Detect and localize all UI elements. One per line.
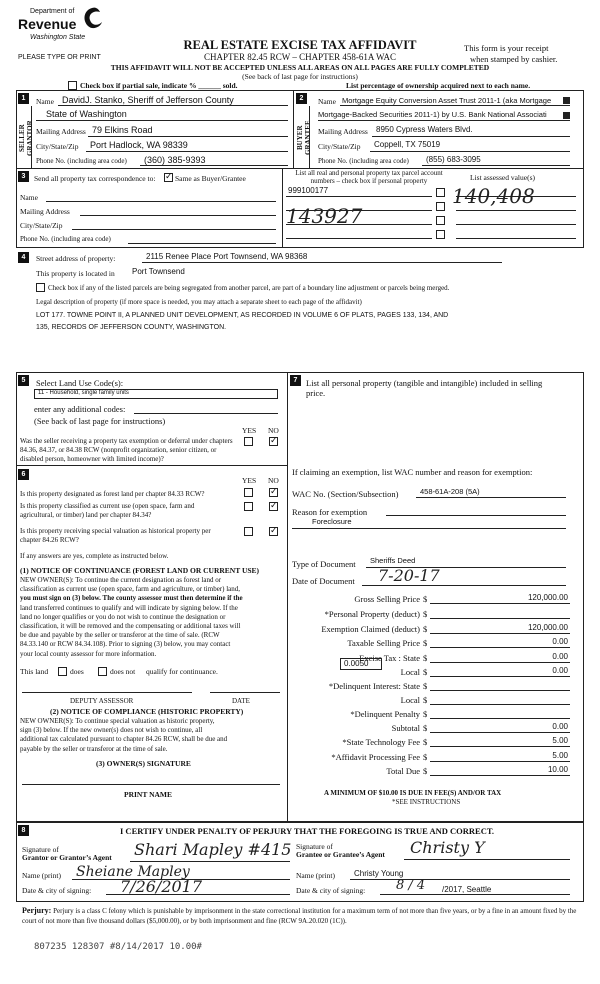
s5-yes-checkbox[interactable] — [244, 437, 253, 446]
receipt-line1: This form is your receipt — [464, 43, 549, 53]
notice1-line: land no longer qualifies or you do not wish to continue the designation or — [20, 612, 226, 621]
grantor-sig-label-1: Signature of — [22, 845, 59, 854]
s5-exemption-question: Was the seller receiving a property tax exemption or deferral under chapters 84.36, 84.37, or 84.38 RCW (nonprofit organization, senior citizen, or disabled person, homeowner with limited income)? — [20, 437, 233, 463]
tax-row-label: *Personal Property (deduct) — [324, 609, 420, 619]
located-label: This property is located in — [36, 269, 115, 278]
logo-line1: Department of — [30, 8, 75, 15]
notice1-line: your local county assessor for more information. — [20, 649, 157, 658]
seller-city-label: City/State/Zip — [36, 142, 79, 151]
section-1-number: 1 — [18, 93, 29, 104]
tax-row-dollar: $ — [423, 766, 428, 776]
notice2-body — [20, 717, 286, 754]
tax-row-value[interactable]: 5.00 — [552, 736, 568, 745]
does-label: does — [70, 667, 84, 676]
seller-city: Port Hadlock, WA 98339 — [90, 140, 188, 150]
notice1-line: you must sign on (3) below. The county assessor must then determine if the — [20, 594, 243, 603]
personal-property-line: price. — [306, 388, 326, 398]
doc-date-value: 7-20-17 — [378, 566, 440, 585]
partial-sale-checkbox[interactable] — [68, 81, 77, 90]
tax-row-dollar: $ — [423, 594, 428, 604]
grantee-sig-label-2: Grantee or Grantee’s Agent — [296, 850, 385, 859]
parcel-number-1: 999100177 — [288, 186, 329, 195]
tax-row-label: Total Due — [386, 766, 420, 776]
owner-signature-label: (3) OWNER(S) SIGNATURE — [96, 759, 191, 768]
seller-name-label: Name — [36, 97, 54, 106]
s3-phone-label: Phone No. (including area code) — [20, 235, 111, 243]
tax-row-label: *Delinquent Penalty — [350, 709, 420, 719]
buyer-name-label: Name — [318, 97, 336, 106]
tax-row-label: Local — [400, 667, 420, 677]
tax-row-label: *Delinquent Interest: State — [328, 681, 420, 691]
tax-row-dollar: $ — [423, 695, 428, 705]
does-checkbox[interactable] — [58, 667, 67, 676]
tax-row-label: *State Technology Fee — [342, 737, 420, 747]
grantee-date: 8 / 4 — [396, 878, 426, 893]
grantee-name-print: Christy Young — [354, 869, 404, 878]
wac-value: 458-61A-208 (5A) — [420, 487, 480, 496]
grantee-date-rest: /2017, Seattle — [442, 885, 492, 894]
warning-text: THIS AFFIDAVIT WILL NOT BE ACCEPTED UNLESS ALL AREAS ON ALL PAGES ARE FULLY COMPLETED — [110, 63, 490, 72]
page-subtitle: CHAPTER 82.45 RCW – CHAPTER 458-61A WAC — [204, 52, 396, 62]
tax-row-dollar: $ — [423, 653, 428, 663]
notice1-body — [20, 576, 286, 659]
parcel-handwritten: 143927 — [286, 204, 363, 228]
buyer-phone: (855) 683-3095 — [426, 155, 481, 164]
seller-phone: (360) 385-9393 — [144, 155, 206, 165]
tax-row-dollar: $ — [423, 752, 428, 762]
tax-row-dollar: $ — [423, 624, 428, 634]
minimum-due-note: A MINIMUM OF $10.00 IS DUE IN FEE(S) AND/OR TAX — [324, 789, 502, 797]
tax-row-dollar: $ — [423, 737, 428, 747]
segregated-checkbox[interactable] — [36, 283, 45, 292]
section-2-number: 2 — [296, 93, 307, 104]
scroll-marker-icon — [563, 112, 570, 119]
tax-row-label: Gross Selling Price — [354, 594, 420, 604]
tax-row-label: *Affidavit Processing Fee — [331, 752, 420, 762]
does-not-label: does not — [110, 667, 136, 676]
s6-q3-no-checkbox[interactable]: ✓ — [270, 526, 278, 536]
s6-if-yes: If any answers are yes, complete as instructed below. — [20, 552, 169, 560]
ownership-percentage-note: List percentage of ownership acquired next to each name. — [346, 81, 531, 90]
tax-row-dollar: $ — [423, 709, 428, 719]
local-rate: 0.0050 — [344, 659, 369, 668]
buyer-city-label: City/State/Zip — [318, 142, 361, 151]
tax-row-value[interactable]: 0.00 — [552, 722, 568, 731]
exemption-claim-label: If claiming an exemption, list WAC number and reason for exemption: — [292, 467, 533, 477]
seller-mailing-label: Mailing Address — [36, 127, 86, 136]
tax-row-dollar: $ — [423, 681, 428, 691]
doc-date-label: Date of Document — [292, 576, 355, 586]
doc-type-label: Type of Document — [292, 559, 356, 569]
certify-statement: I CERTIFY UNDER PENALTY OF PERJURY THAT THE FOREGOING IS TRUE AND CORRECT. — [120, 826, 495, 836]
seller-mailing: 79 Elkins Road — [92, 125, 153, 135]
perjury-notice — [22, 906, 582, 926]
legal-line2: 135, RECORDS OF JEFFERSON COUNTY, WASHINGTON. — [36, 324, 227, 331]
reason-label: Reason for exemption — [292, 507, 368, 517]
same-as-buyer-label: Same as Buyer/Grantee — [175, 174, 246, 183]
qualify-label: qualify for continuance. — [146, 667, 218, 676]
section-5-number: 5 — [18, 375, 29, 386]
grantor-name-label: Name (print) — [22, 871, 61, 880]
tax-row-value[interactable]: 0.00 — [552, 652, 568, 661]
tax-row-label: Taxable Selling Price — [347, 638, 420, 648]
parcel-header: List all real and personal property tax parcel account numbers – check box if personal property — [295, 169, 443, 185]
buyer-side-label: BUYER GRANTEE — [296, 120, 312, 156]
this-land-label: This land — [20, 667, 49, 676]
seller-side-label: SELLER GRANTOR — [18, 120, 34, 156]
personal-property-checkbox-3[interactable] — [436, 216, 445, 225]
s6-q1-no-checkbox[interactable]: ✓ — [270, 487, 278, 497]
wac-label: WAC No. (Section/Subsection) — [292, 489, 399, 499]
s6-no-header: NO — [268, 476, 279, 485]
personal-property-checkbox-1[interactable] — [436, 188, 445, 197]
s6-current-use-question: Is this property classified as current use (open space, farm and agricultural, or timber) land per chapter 84.34? — [20, 502, 195, 519]
grantor-date: 7/26/2017 — [120, 877, 203, 896]
deputy-assessor-label: DEPUTY ASSESSOR — [70, 697, 134, 705]
s3-name-label: Name — [20, 193, 38, 202]
seller-name: DavidJ. Stanko, Sheriff of Jefferson County — [62, 95, 234, 105]
buyer-city: Coppell, TX 75019 — [374, 140, 441, 149]
see-back-note: (See back of last page for instructions) — [242, 72, 358, 81]
personal-property-line: List all personal property (tangible and intangible) included in selling — [306, 378, 543, 388]
notice2-line: sign (3) below. If the new owner(s) does not wish to continue, all — [20, 726, 203, 735]
seller-phone-label: Phone No. (including area code) — [36, 157, 127, 165]
see-instructions-note: *SEE INSTRUCTIONS — [392, 798, 461, 806]
please-type: PLEASE TYPE OR PRINT — [18, 54, 101, 61]
buyer-mailing-label: Mailing Address — [318, 127, 368, 136]
tax-row-dollar: $ — [423, 723, 428, 733]
notice1-line: classification, it will be removed and the compensating or additional taxes will — [20, 622, 241, 631]
legal-line1: LOT 177. TOWNE POINT II, A PLANNED UNIT DEVELOPMENT, AS RECORDED IN VOLUME 6 OF PLATS, PAGES 133, 134, AND — [36, 312, 449, 319]
tax-row-label: Subtotal — [391, 723, 420, 733]
notice1-title: (1) NOTICE OF CONTINUANCE (FOREST LAND OR CURRENT USE) — [20, 566, 260, 575]
print-name-label: PRINT NAME — [124, 790, 172, 799]
section-6-number: 6 — [18, 469, 29, 480]
assessed-handwritten: 140,408 — [452, 184, 535, 208]
s6-q2-yes-checkbox[interactable] — [244, 502, 253, 511]
notice1-line: be due and payable by the seller or transferor at the time of sale. (RCW — [20, 631, 220, 640]
notice2-line: payable by the seller or transferor at the time of sale. — [20, 744, 168, 753]
logo-line2: Revenue — [18, 16, 77, 32]
additional-codes-label: enter any additional codes: — [34, 404, 126, 414]
buyer-name: Mortgage Equity Conversion Asset Trust 2011-1 (aka Mortgage — [342, 96, 552, 105]
does-not-checkbox[interactable] — [98, 667, 107, 676]
s6-forest-question: Is this property designated as forest land per chapter 84.33 RCW? — [20, 490, 205, 498]
grantee-name-label: Name (print) — [296, 871, 335, 880]
s3-city-label: City/State/Zip — [20, 221, 63, 230]
s3-mailing-label: Mailing Address — [20, 207, 70, 216]
reason-value: Foreclosure — [312, 517, 352, 526]
s5-no-header: NO — [268, 426, 279, 435]
personal-property-checkbox-2[interactable] — [436, 202, 445, 211]
tax-row-label: Excise Tax : State — [359, 653, 420, 663]
notice2-line: NEW OWNER(S): To continue special valuation as historic property, — [20, 717, 215, 725]
tax-row-value[interactable]: 120,000.00 — [527, 623, 568, 632]
s5-see-back: (See back of last page for instructions) — [34, 416, 166, 426]
grantor-signature: Shari Mapley #415 — [134, 840, 292, 859]
same-as-buyer-checkbox[interactable]: ✓ — [165, 172, 173, 182]
street-label: Street address of property: — [36, 254, 116, 263]
s5-yes-header: YES — [242, 426, 257, 435]
grantee-date-label: Date & city of signing: — [296, 886, 366, 895]
revenue-logo — [18, 6, 104, 46]
assessed-header: List assessed value(s) — [470, 173, 535, 182]
seller-name2: State of Washington — [46, 109, 127, 119]
s5-no-checkbox[interactable]: ✓ — [270, 436, 278, 446]
located-value: Port Townsend — [132, 267, 185, 276]
doc-type-value: Sheriffs Deed — [370, 556, 416, 565]
land-use-label: Select Land Use Code(s): — [36, 378, 124, 388]
buyer-mailing: 8950 Cypress Waters Blvd. — [376, 125, 473, 134]
buyer-name2: Mortgage-Backed Securities 2011-1) by U.S. Bank National Associati — [318, 110, 547, 119]
legal-label: Legal description of property (if more space is needed, you may attach a separate sheet to each page of the affidavit) — [36, 298, 362, 306]
correspondence-label: Send all property tax correspondence to: — [34, 174, 156, 183]
tax-row-value[interactable]: 120,000.00 — [527, 593, 568, 602]
section-8-number: 8 — [18, 825, 29, 836]
s6-historic-question: Is this property receiving special valuation as historical property per chapter 84.26 RCW? — [20, 527, 211, 544]
grantee-signature: Christy Y — [410, 838, 485, 857]
tax-row-dollar: $ — [423, 638, 428, 648]
scroll-marker-icon — [563, 97, 570, 104]
section-7-number: 7 — [290, 375, 301, 386]
grantor-name-print: Sheiane Mapley — [76, 864, 190, 880]
s6-q3-yes-checkbox[interactable] — [244, 527, 253, 536]
notice1-line: classification as current use (open space, farm and agriculture, or timber) land, — [20, 585, 241, 594]
partial-sale-label: Check box if partial sale, indicate % ______ sold. — [80, 81, 238, 90]
tax-row-value[interactable]: 0.00 — [552, 666, 568, 675]
tax-row-label: Exemption Claimed (deduct) — [321, 624, 420, 634]
s6-yes-header: YES — [242, 476, 257, 485]
street-address: 2115 Renee Place Port Townsend, WA 98368 — [146, 252, 308, 261]
notice1-line: land transferred continues to qualify and will indicate by signing below. If the — [20, 603, 238, 612]
tax-row-label: Local — [400, 695, 420, 705]
section-4-number: 4 — [18, 252, 29, 263]
logo-line3: Washington State — [30, 34, 86, 41]
logo-swirl-icon — [80, 6, 104, 32]
notice1-line: NEW OWNER(S): To continue the current designation as forest land or — [20, 576, 222, 584]
receipt-line2: when stamped by cashier. — [470, 54, 558, 64]
cashier-stamp: 807235 128307 #8/14/2017 10.00# — [34, 942, 202, 952]
land-use-code: 11 - Household, single family units — [38, 390, 129, 396]
tax-row-dollar: $ — [423, 609, 428, 619]
grantor-sig-label-2: Grantor or Grantor’s Agent — [22, 853, 112, 862]
tax-row-value[interactable]: 10.00 — [547, 765, 568, 774]
section-3-number: 3 — [18, 171, 29, 182]
s6-q1-yes-checkbox[interactable] — [244, 488, 253, 497]
tax-row-dollar: $ — [423, 667, 428, 677]
perjury-text: Perjury is a class C felony which is punishable by imprisonment in the state correctional institution for a maximum term of not more than five years, or by a fine in an amount fixed by the court of not more than five thousand dollars ($5,000.00), or by both imprisonment and fine (RCW 9A.20.020 (1C)). — [22, 907, 577, 925]
perjury-label: Perjury: — [22, 906, 52, 915]
segregated-label: Check box if any of the listed parcels are being segregated from another parcel, are part of a boundary line adjustment or parcels being merged. — [48, 284, 450, 292]
personal-property-checkbox-4[interactable] — [436, 230, 445, 239]
s6-q2-no-checkbox[interactable]: ✓ — [270, 501, 278, 511]
buyer-phone-label: Phone No. (including area code) — [318, 157, 409, 165]
personal-property-label — [306, 378, 542, 398]
notice1-line: 84.33.140 or RCW 84.34.108). Prior to signing (3) below, you may contact — [20, 640, 231, 649]
page-title: REAL ESTATE EXCISE TAX AFFIDAVIT — [183, 38, 417, 52]
notice2-title: (2) NOTICE OF COMPLIANCE (HISTORIC PROPERTY) — [50, 707, 244, 716]
notice2-line: additional tax calculated pursuant to chapter 84.26 RCW, shall be due and — [20, 735, 228, 744]
grantor-date-label: Date & city of signing: — [22, 886, 92, 895]
assessor-date-label: DATE — [232, 697, 250, 705]
tax-row-value[interactable]: 5.00 — [552, 751, 568, 760]
grantee-sig-label-1: Signature of — [296, 842, 333, 851]
tax-row-value[interactable]: 0.00 — [552, 637, 568, 646]
